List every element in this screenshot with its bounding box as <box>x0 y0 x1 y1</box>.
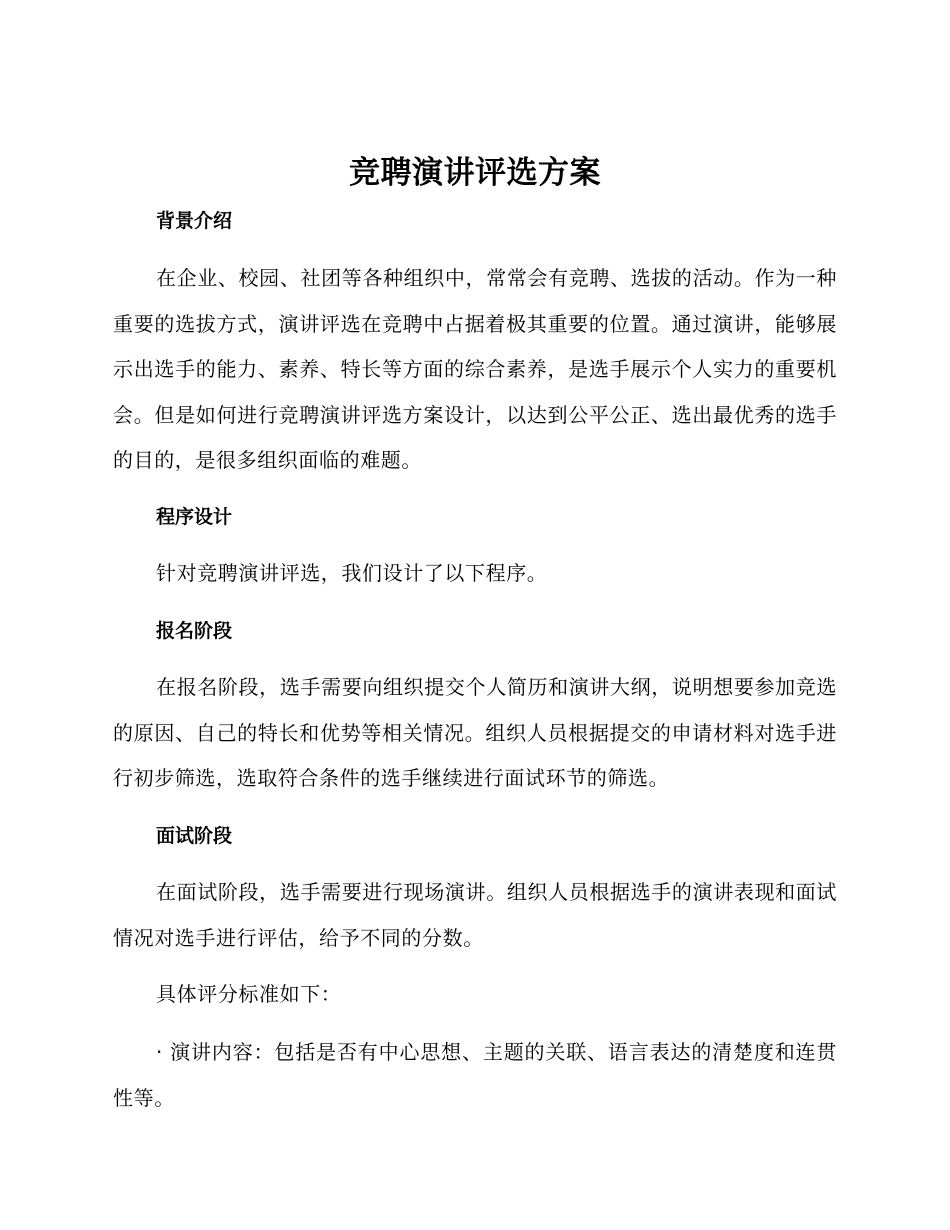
section-heading-interview: 面试阶段 <box>156 825 233 847</box>
paragraph-criteria-intro: 具体评分标准如下： <box>156 982 342 1006</box>
document-title: 竞聘演讲评选方案 <box>349 155 601 191</box>
paragraph-registration: 在报名阶段，选手需要向组织提交个人简历和演讲大纲，说明想要参加竞选的原因、自己的特长和优势等相关情况。组织人员根据提交的申请材料对选手进行初步筛选，选取符合条件的选手继续进行面试环节的筛选。 <box>113 675 837 791</box>
paragraph-criteria-content: · 演讲内容：包括是否有中心思想、主题的关联、语言表达的清楚度和连贯性等。 <box>113 1040 837 1110</box>
paragraph-procedure: 针对竞聘演讲评选，我们设计了以下程序。 <box>156 561 548 585</box>
section-heading-registration: 报名阶段 <box>156 620 233 642</box>
section-heading-procedure: 程序设计 <box>156 506 233 528</box>
paragraph-background: 在企业、校园、社团等各种组织中，常常会有竞聘、选拔的活动。作为一种重要的选拔方式，演讲评选在竞聘中占据着极其重要的位置。通过演讲，能够展示出选手的能力、素养、特长等方面的综合素养，是选手展示个人实力的重要机会。但是如何进行竞聘演讲评选方案设计，以达到公平公正、选出最优秀的选手的目的，是很多组织面临的难题。 <box>113 266 837 473</box>
paragraph-interview: 在面试阶段，选手需要进行现场演讲。组织人员根据选手的演讲表现和面试情况对选手进行评估，给予不同的分数。 <box>113 880 837 950</box>
section-heading-background: 背景介绍 <box>156 210 233 232</box>
